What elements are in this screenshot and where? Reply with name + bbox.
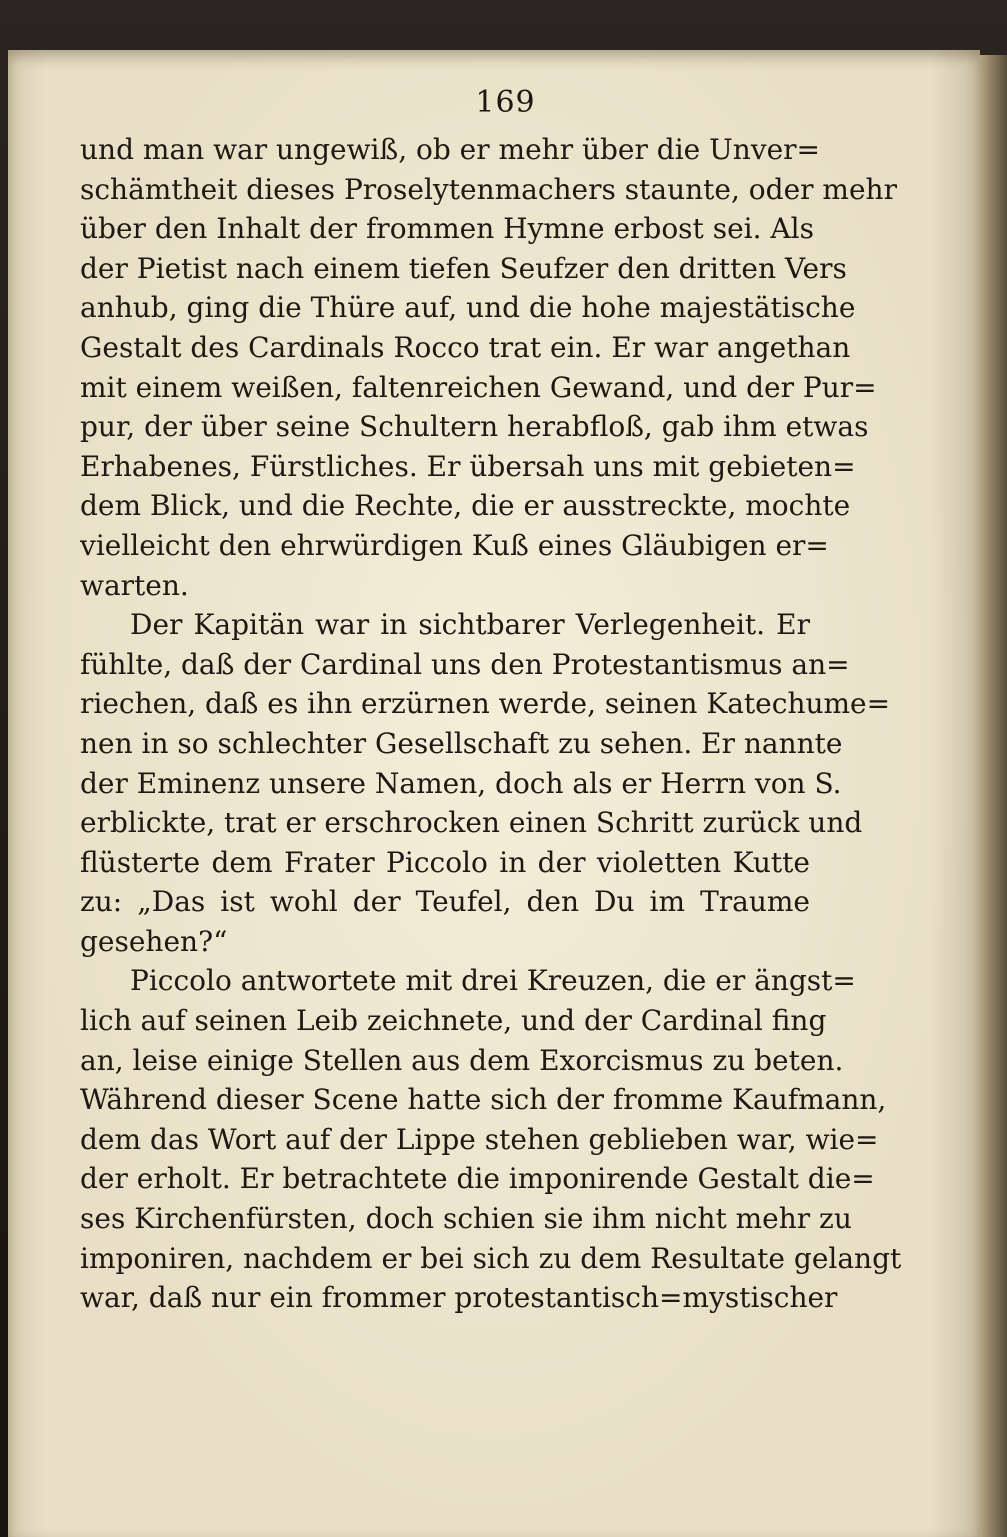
- text-line: zu: „Das ist wohl der Teufel, den Du im Traume: [80, 885, 810, 919]
- text-line: pur, der über seine Schultern herabfloß, gab ihm etwas: [80, 410, 869, 444]
- text-line: dem das Wort auf der Lippe stehen geblieben war, wie=: [80, 1122, 879, 1156]
- text-line: vielleicht den ehrwürdigen Kuß eines Gläubigen er=: [80, 528, 829, 562]
- text-line: der erholt. Er betrachtete die imponirende Gestalt die=: [80, 1162, 875, 1196]
- text-line: lich auf seinen Leib zeichnete, und der Cardinal fing: [80, 1004, 827, 1038]
- text-line: über den Inhalt der frommen Hymne erbost sei. Als: [80, 212, 814, 246]
- text-line: gesehen?“: [80, 924, 228, 958]
- text-line: warten.: [80, 568, 189, 602]
- page-edge: [979, 55, 1007, 1537]
- text-line: fühlte, daß der Cardinal uns den Protestantismus an=: [80, 647, 850, 681]
- text-line: flüsterte dem Frater Piccolo in der violetten Kutte: [80, 845, 810, 879]
- text-line: Während dieser Scene hatte sich der fromme Kaufmann,: [80, 1083, 887, 1117]
- text-line: der Pietist nach einem tiefen Seufzer den dritten Vers: [80, 251, 847, 285]
- text-line: Erhabenes, Fürstliches. Er übersah uns mit gebieten=: [80, 449, 856, 483]
- text-line: und man war ungewiß, ob er mehr über die Unver=: [80, 133, 821, 166]
- text-line: dem Blick, und die Rechte, die er ausstreckte, mochte: [80, 489, 851, 523]
- body-text: [80, 130, 902, 1318]
- text-line: Gestalt des Cardinals Rocco trat ein. Er war angethan: [80, 330, 851, 364]
- text-line: riechen, daß es ihn erzürnen werde, seinen Katechume=: [80, 687, 891, 721]
- text-line: war, daß nur ein frommer protestantisch=mystischer: [80, 1281, 838, 1315]
- text-line: nen in so schlechter Gesellschaft zu sehen. Er nannte: [80, 726, 843, 760]
- text-line: schämtheit dieses Proselytenmachers staunte, oder mehr: [80, 172, 897, 206]
- text-line: Piccolo antwortete mit drei Kreuzen, die er ängst=: [130, 964, 856, 998]
- page-number: 169: [475, 85, 536, 120]
- text-line: an, leise einige Stellen aus dem Exorcismus zu beten.: [80, 1043, 844, 1077]
- text-line: anhub, ging die Thüre auf, und die hohe majestätische: [80, 291, 856, 325]
- text-line: imponiren, nachdem er bei sich zu dem Resultate gelangt: [80, 1241, 902, 1275]
- text-line: erblickte, trat er erschrocken einen Schritt zurück und: [80, 806, 863, 840]
- text-line: Der Kapitän war in sichtbarer Verlegenheit. Er: [130, 608, 810, 642]
- text-line: der Eminenz unsere Namen, doch als er Herrn von S.: [80, 766, 842, 800]
- text-line: ses Kirchenfürsten, doch schien sie ihm nicht mehr zu: [80, 1202, 852, 1236]
- text-line: mit einem weißen, faltenreichen Gewand, und der Pur=: [80, 370, 877, 404]
